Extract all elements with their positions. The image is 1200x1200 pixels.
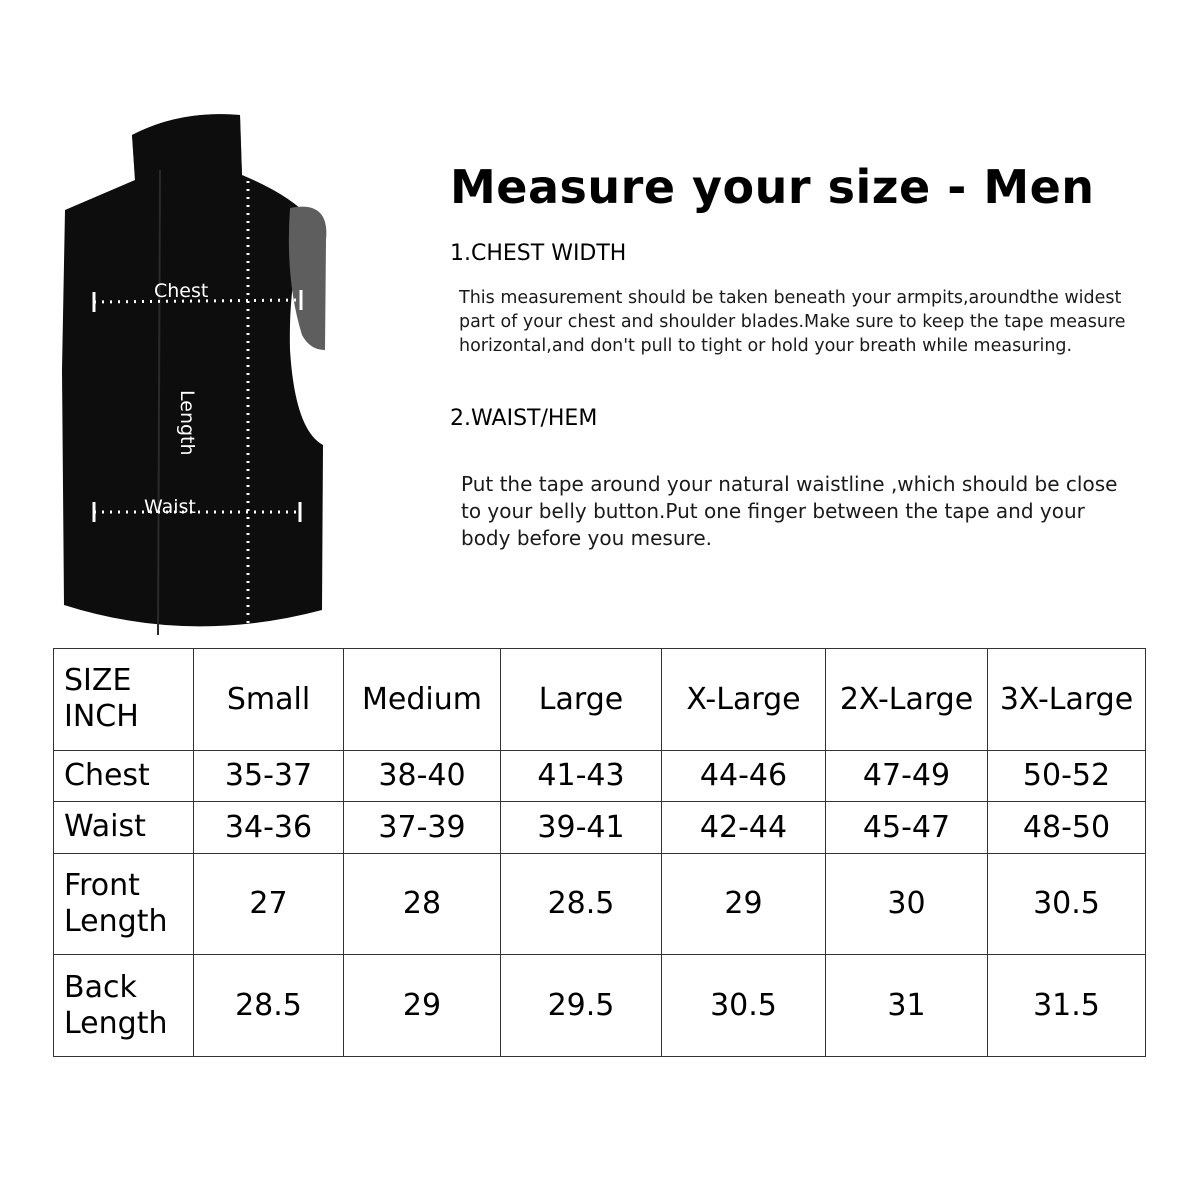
row-label: Waist xyxy=(54,802,194,854)
table-cell: 41-43 xyxy=(501,750,662,802)
table-cell: 35-37 xyxy=(194,750,344,802)
table-row xyxy=(54,955,1146,1057)
table-cell: 50-52 xyxy=(988,750,1146,802)
table-cell: 31 xyxy=(826,955,988,1057)
size-header: 3X-Large xyxy=(988,649,1146,751)
size-header: X-Large xyxy=(662,649,826,751)
size-header: Small xyxy=(194,649,344,751)
table-row xyxy=(54,853,1146,955)
table-cell: 28.5 xyxy=(501,853,662,955)
table-cell: 44-46 xyxy=(662,750,826,802)
vest-drawing xyxy=(40,100,370,650)
vest-illustration xyxy=(40,100,370,650)
waist-section-text xyxy=(461,471,1191,552)
size-header: Medium xyxy=(344,649,501,751)
table-cell: 31.5 xyxy=(988,955,1146,1057)
corner-label-line: SIZE xyxy=(64,663,132,699)
vest-body xyxy=(62,114,323,626)
table-cell: 30.5 xyxy=(662,955,826,1057)
row-label: Chest xyxy=(54,750,194,802)
text-line: body before you mesure. xyxy=(461,526,712,550)
table-header-row xyxy=(54,649,1146,751)
text-line: Put the tape around your natural waistline ,which should be close xyxy=(461,472,1118,496)
table-cell: 39-41 xyxy=(501,802,662,854)
waist-section-heading: 2.WAIST/HEM xyxy=(450,406,598,431)
table-row xyxy=(54,802,1146,854)
length-measure-label: Length xyxy=(176,390,198,456)
text-line: horizontal,and don't pull to tight or hold your breath while measuring. xyxy=(459,336,1073,356)
text-line: to your belly button.Put one finger between the tape and your xyxy=(461,499,1085,523)
page-title: Measure your size - Men xyxy=(450,160,1095,214)
table-cell: 45-47 xyxy=(826,802,988,854)
chest-section-heading: 1.CHEST WIDTH xyxy=(450,241,627,266)
table-cell: 29 xyxy=(344,955,501,1057)
text-line: This measurement should be taken beneath your armpits,aroundthe widest xyxy=(459,288,1122,308)
table-corner-cell xyxy=(54,649,194,751)
text-line: part of your chest and shoulder blades.Make sure to keep the tape measure xyxy=(459,312,1126,332)
waist-measure-label: Waist xyxy=(144,496,196,518)
size-header: 2X-Large xyxy=(826,649,988,751)
table-cell: 42-44 xyxy=(662,802,826,854)
table-cell: 29 xyxy=(662,853,826,955)
table-cell: 27 xyxy=(194,853,344,955)
row-label: Back Length xyxy=(54,955,194,1057)
table-cell: 30 xyxy=(826,853,988,955)
table-row xyxy=(54,750,1146,802)
table-cell: 30.5 xyxy=(988,853,1146,955)
table-cell: 28.5 xyxy=(194,955,344,1057)
table-cell: 28 xyxy=(344,853,501,955)
row-label: Front Length xyxy=(54,853,194,955)
table-cell: 47-49 xyxy=(826,750,988,802)
table-cell: 34-36 xyxy=(194,802,344,854)
chest-measure-label: Chest xyxy=(154,280,209,302)
table-cell: 29.5 xyxy=(501,955,662,1057)
corner-label-line: INCH xyxy=(64,699,139,735)
vest-armhole xyxy=(289,207,327,350)
table-cell: 48-50 xyxy=(988,802,1146,854)
table-cell: 37-39 xyxy=(344,802,501,854)
size-chart-table xyxy=(53,648,1146,1057)
table-cell: 38-40 xyxy=(344,750,501,802)
chest-section-text xyxy=(459,286,1189,358)
size-header: Large xyxy=(501,649,662,751)
